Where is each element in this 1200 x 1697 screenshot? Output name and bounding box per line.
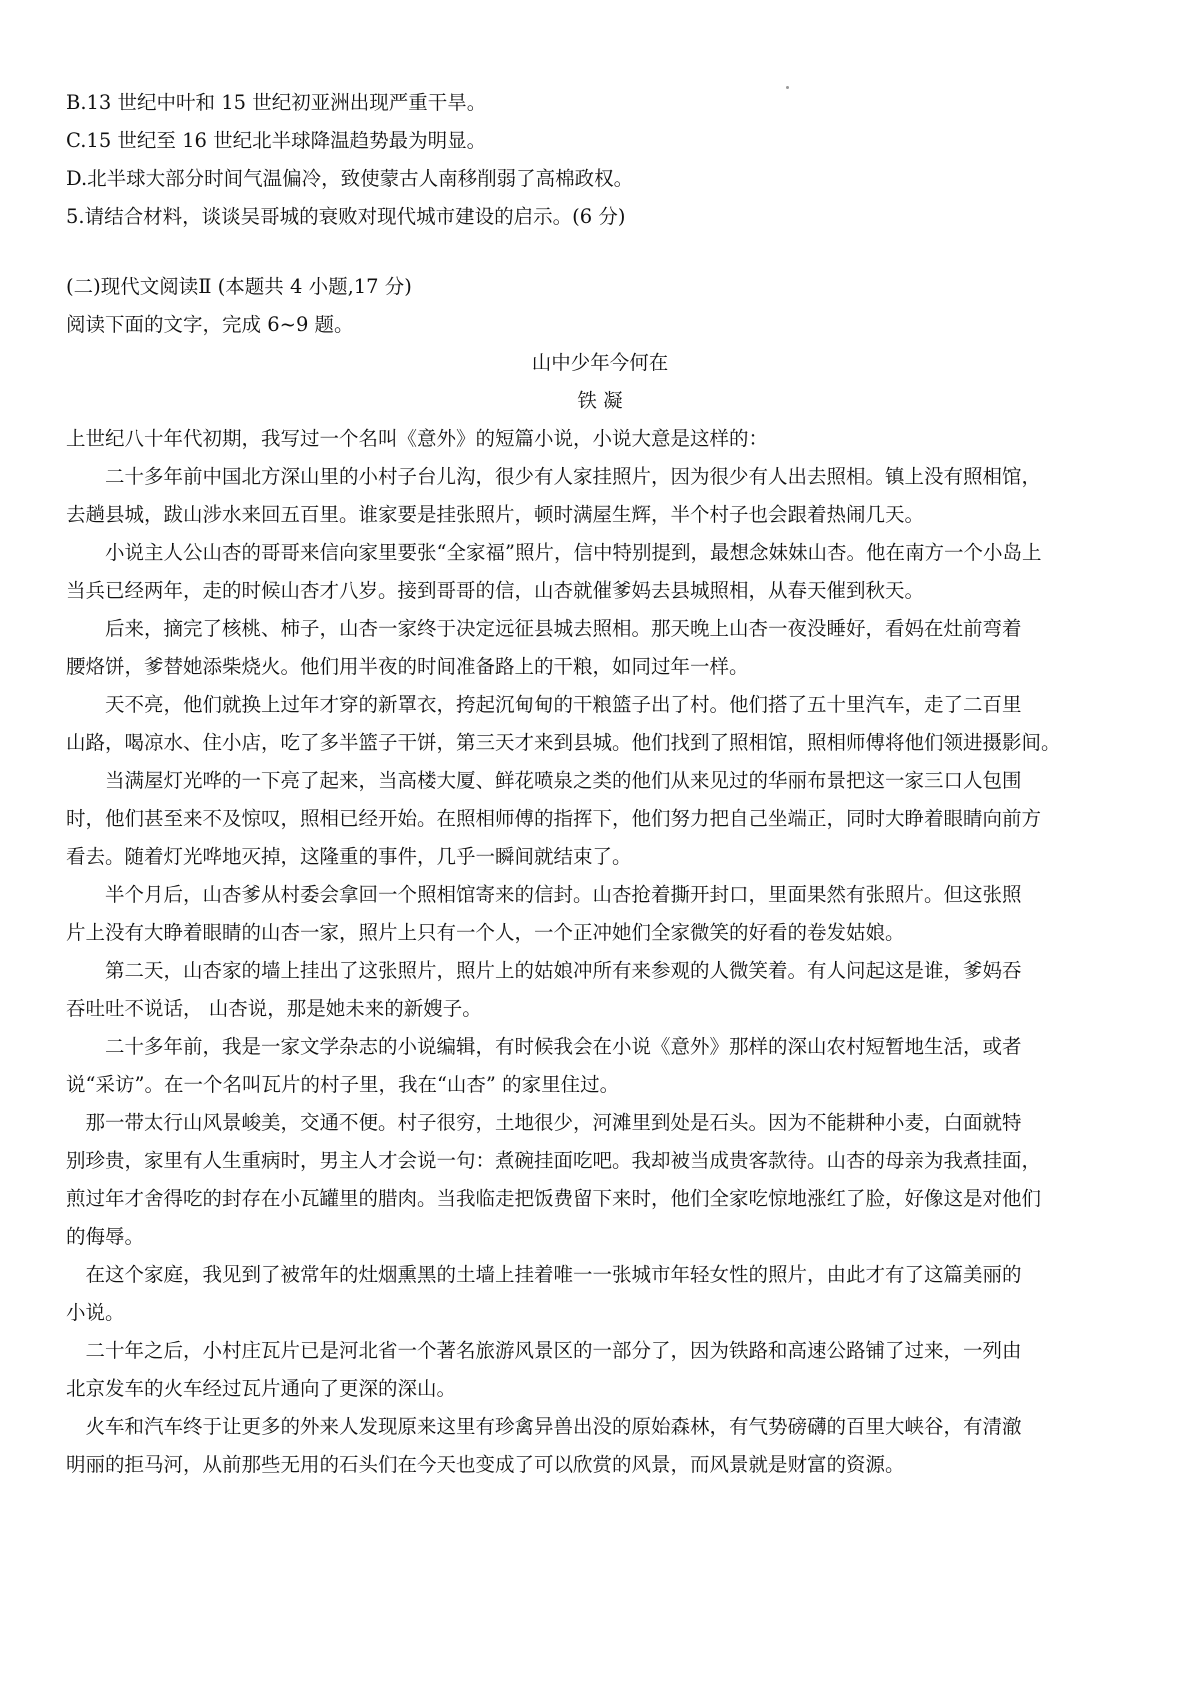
option-b: B.13 世纪中叶和 15 世纪初亚洲出现严重干旱。 — [66, 91, 487, 114]
body-line: 天不亮，他们就换上过年才穿的新罩衣，挎起沉甸甸的干粮篮子出了村。他们搭了五十里汽车，走了二百里 — [66, 693, 1022, 716]
body-line: 小说。 — [66, 1301, 125, 1324]
section-instruction: 阅读下面的文字，完成 6~9 题。 — [66, 313, 354, 336]
body-line: 煎过年才舍得吃的封存在小瓦罐里的腊肉。当我临走把饭费留下来时，他们全家吃惊地涨红了脸，好像这是对他们 — [66, 1187, 1042, 1210]
body-line: 二十多年前中国北方深山里的小村子台儿沟，很少有人家挂照片，因为很少有人出去照相。镇上没有照相馆， — [66, 465, 1042, 488]
option-c: C.15 世纪至 16 世纪北半球降温趋势最为明显。 — [66, 129, 487, 152]
body-line: 二十多年前，我是一家文学杂志的小说编辑，有时候我会在小说《意外》那样的深山农村短暂地生活，或者 — [66, 1035, 1022, 1058]
body-line: 看去。随着灯光哗地灭掉，这隆重的事件，几乎一瞬间就结束了。 — [66, 845, 632, 868]
body-line: 山路，喝凉水、住小店，吃了多半篮子干饼，第三天才来到县城。他们找到了照相馆，照相师傅将他们领进摄影间。 — [66, 731, 1061, 754]
question-5: 5.请结合材料，谈谈吴哥城的衰败对现代城市建设的启示。(6 分) — [66, 205, 626, 228]
body-line: 时，他们甚至来不及惊叹，照相已经开始。在照相师傅的指挥下，他们努力把自己坐端正，同时大睁着眼睛向前方 — [66, 807, 1042, 830]
body-line: 的侮辱。 — [66, 1225, 145, 1248]
body-line: 火车和汽车终于让更多的外来人发现原来这里有珍禽异兽出没的原始森林，有气势磅礴的百里大峡谷，有清澈 — [66, 1415, 1022, 1438]
body-line: 当满屋灯光哗的一下亮了起来，当高楼大厦、鲜花喷泉之类的他们从来见过的华丽布景把这一家三口人包围 — [66, 769, 1022, 792]
body-line: 小说主人公山杏的哥哥来信向家里要张“全家福”照片，信中特别提到，最想念妹妹山杏。他在南方一个小岛上 — [66, 541, 1042, 564]
body-line: 半个月后，山杏爹从村委会拿回一个照相馆寄来的信封。山杏抢着撕开封口，里面果然有张照片。但这张照 — [66, 883, 1022, 906]
body-line: 说“采访”。在一个名叫瓦片的村子里，我在“山杏” 的家里住过。 — [66, 1073, 620, 1096]
body-line: 明丽的拒马河，从前那些无用的石头们在今天也变成了可以欣赏的风景，而风景就是财富的资源。 — [66, 1453, 905, 1476]
body-line: 第二天，山杏家的墙上挂出了这张照片，照片上的姑娘冲所有来参观的人微笑着。有人问起这是谁，爹妈吞 — [66, 959, 1022, 982]
body-line: 后来，摘完了核桃、柿子，山杏一家终于决定远征县城去照相。那天晚上山杏一夜没睡好，看妈在灶前弯着 — [66, 617, 1022, 640]
body-line: 那一带太行山风景峻美，交通不便。村子很穷，土地很少，河滩里到处是石头。因为不能耕种小麦，白面就特 — [66, 1111, 1022, 1134]
body-line: 吞吐吐不说话， 山杏说，那是她未来的新嫂子。 — [66, 997, 482, 1020]
body-line: 当兵已经两年，走的时候山杏才八岁。接到哥哥的信，山杏就催爹妈去县城照相，从春天催到秋天。 — [66, 579, 925, 602]
body-line: 别珍贵，家里有人生重病时，男主人才会说一句：煮碗挂面吃吧。我却被当成贵客款待。山杏的母亲为我煮挂面， — [66, 1149, 1042, 1172]
body-line: 去趟县城，跋山涉水来回五百里。谁家要是挂张照片，顿时满屋生辉，半个村子也会跟着热闹几天。 — [66, 503, 925, 526]
scan-speck — [786, 86, 789, 89]
body-line: 北京发车的火车经过瓦片通向了更深的深山。 — [66, 1377, 457, 1400]
body-line: 二十年之后，小村庄瓦片已是河北省一个著名旅游风景区的一部分了，因为铁路和高速公路铺了过来，一列由 — [66, 1339, 1022, 1362]
body-line: 腰烙饼，爹替她添柴烧火。他们用半夜的时间准备路上的干粮，如同过年一样。 — [66, 655, 749, 678]
section-heading: (二)现代文阅读Ⅱ (本题共 4 小题,17 分) — [66, 275, 412, 298]
body-line: 片上没有大睁着眼睛的山杏一家，照片上只有一个人，一个正冲她们全家微笑的好看的卷发姑娘。 — [66, 921, 905, 944]
option-d: D.北半球大部分时间气温偏冷，致使蒙古人南移削弱了高棉政权。 — [66, 167, 634, 190]
body-line: 在这个家庭，我见到了被常年的灶烟熏黑的土墙上挂着唯一一张城市年轻女性的照片，由此才有了这篇美丽的 — [66, 1263, 1022, 1286]
article-author: 铁 凝 — [577, 389, 623, 412]
body-line: 上世纪八十年代初期，我写过一个名叫《意外》的短篇小说，小说大意是这样的： — [66, 427, 769, 450]
article-title: 山中少年今何在 — [531, 351, 669, 374]
